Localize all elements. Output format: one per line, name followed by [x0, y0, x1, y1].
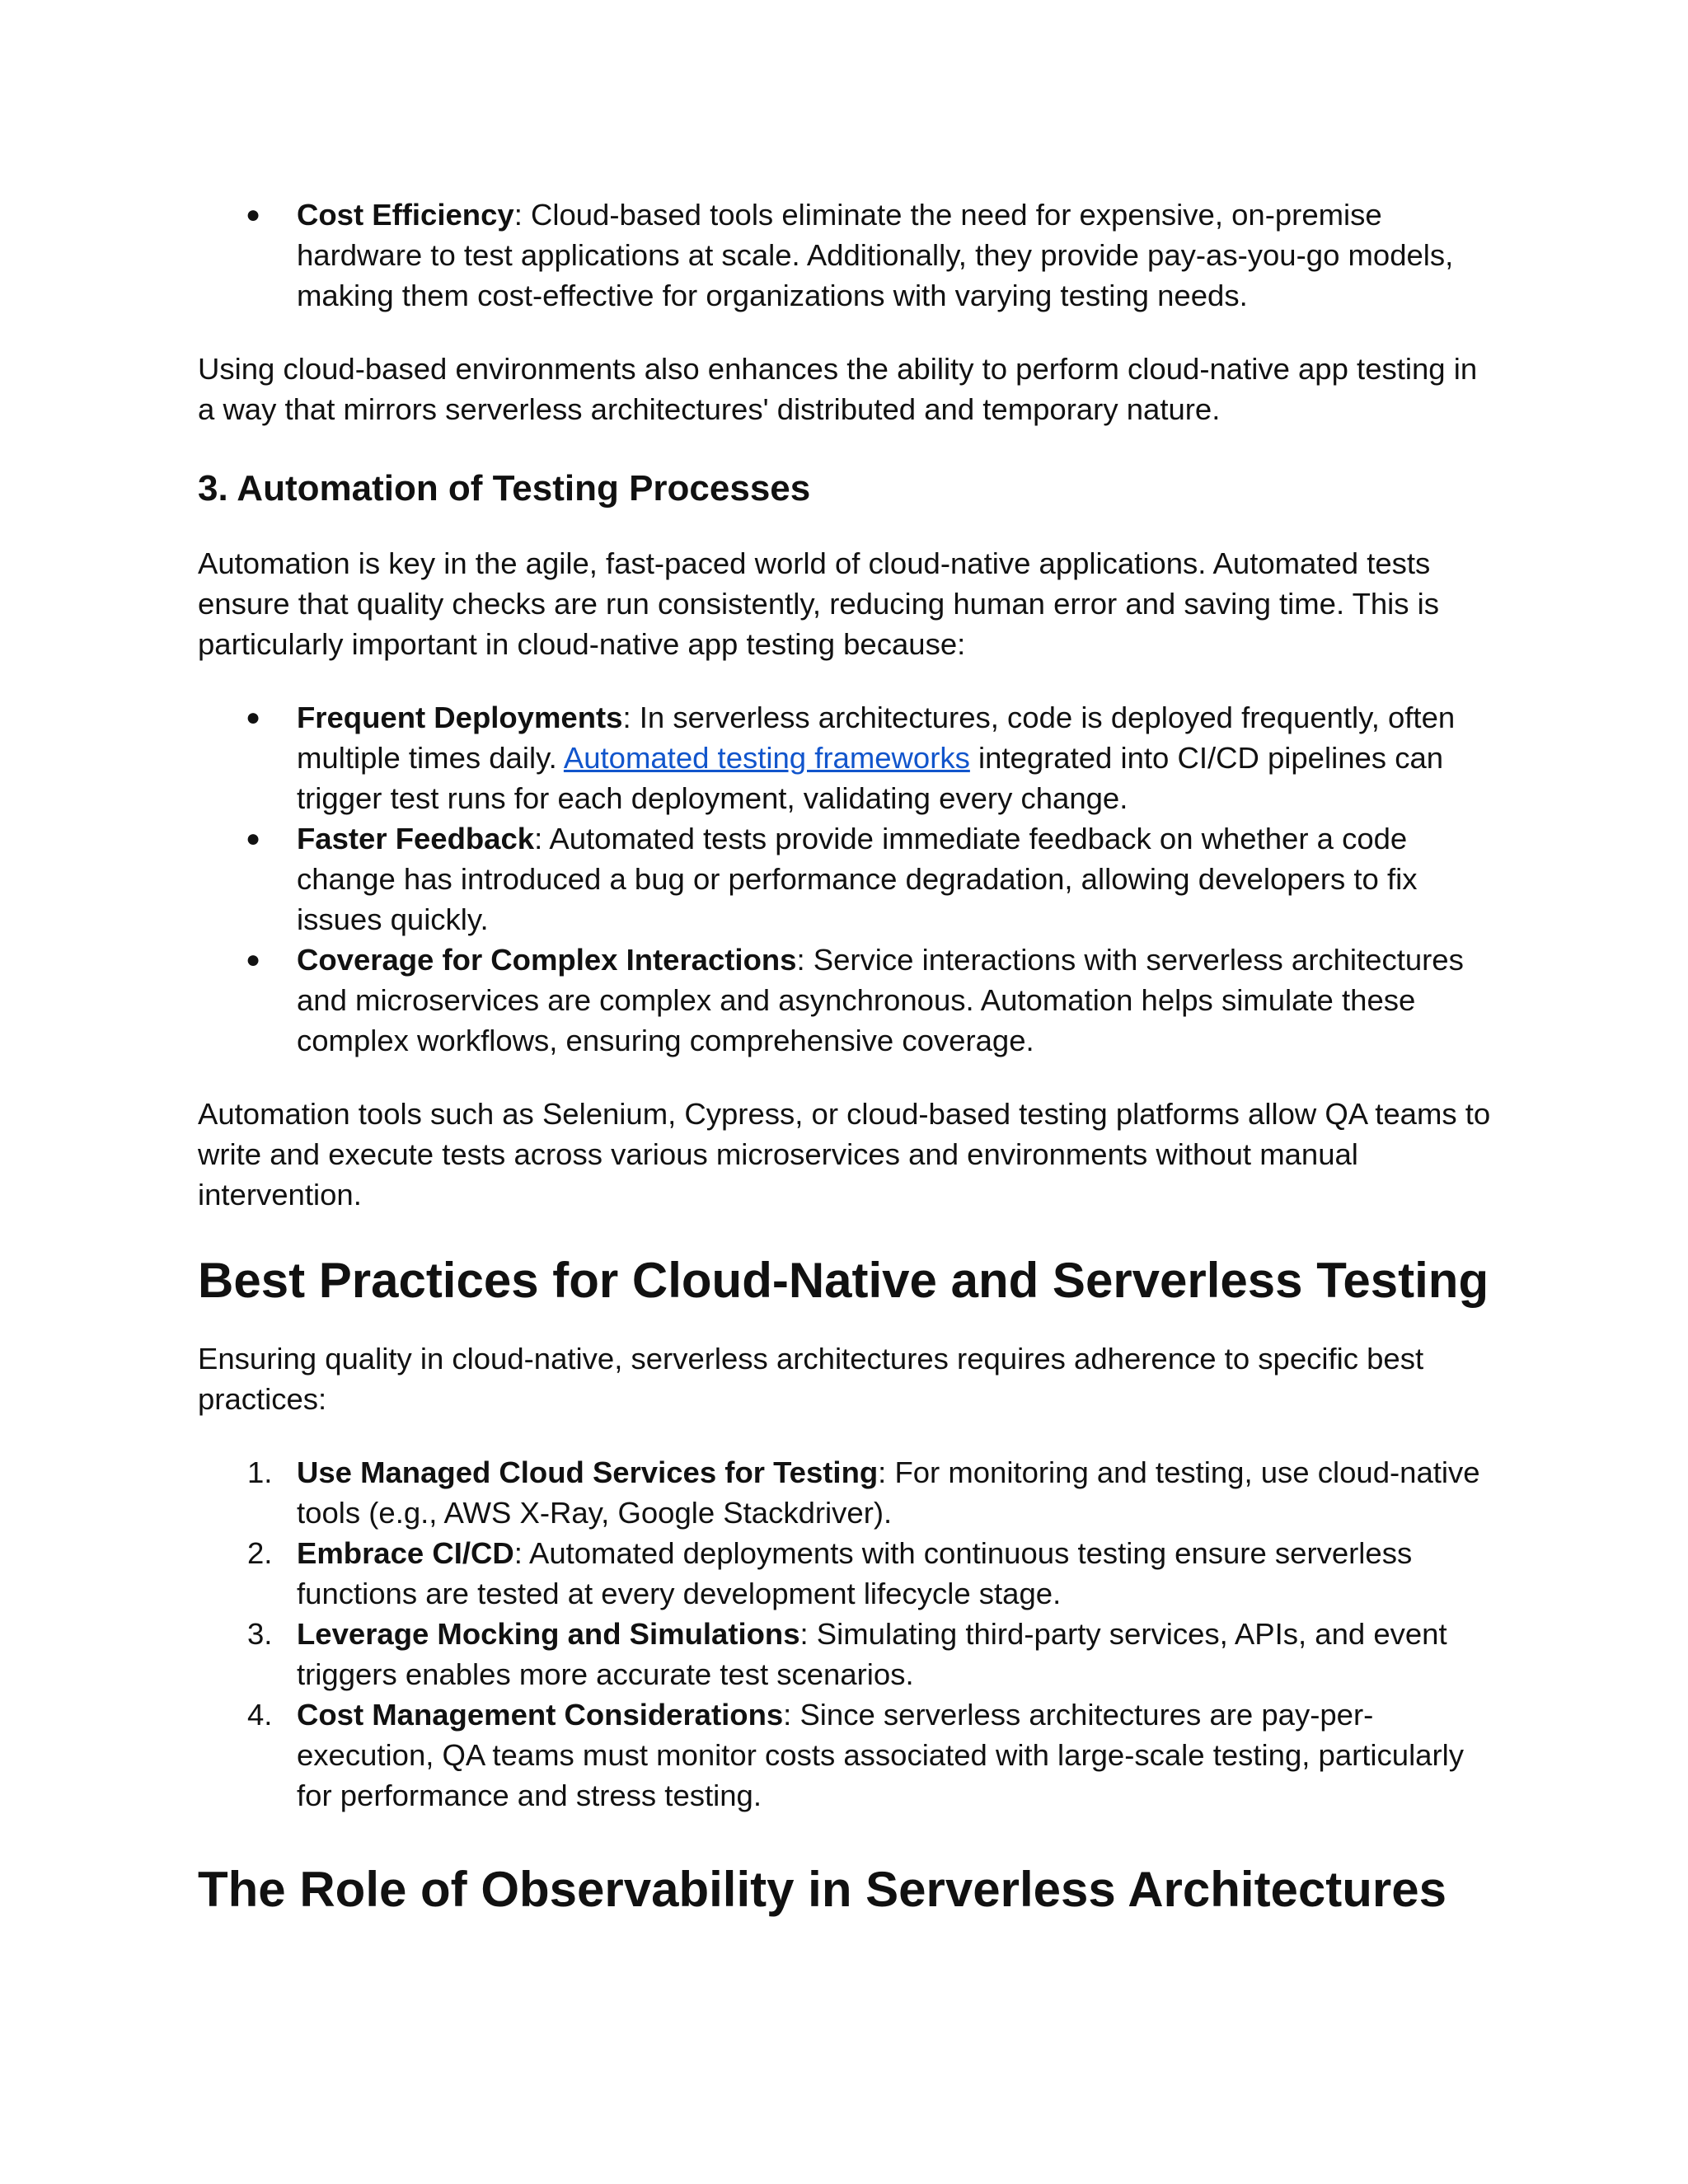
list-item-cost-efficiency	[198, 194, 1500, 316]
list-item-text: : Simulating third-party services, APIs, and event triggers enables more accurate test scenarios.	[297, 1617, 1447, 1691]
document-page	[198, 194, 1500, 1919]
list-number: 4.	[247, 1698, 273, 1732]
list-item-faster-feedback	[198, 818, 1500, 940]
cost-efficiency-list	[198, 194, 1500, 316]
list-item-frequent-deployments	[198, 697, 1500, 818]
list-item-title: Frequent Deployments	[297, 701, 623, 734]
list-item-mocking-simulations	[198, 1614, 1500, 1694]
list-item-title: Leverage Mocking and Simulations	[297, 1617, 800, 1651]
list-item-title: Cost Management Considerations	[297, 1698, 784, 1732]
paragraph-automation-tools: Automation tools such as Selenium, Cypress, or cloud-based testing platforms allow QA teams to write and execute tests across various microservices and environments without manual intervention.	[198, 1097, 1491, 1212]
list-item-text: : Service interactions with serverless architectures and microservices are complex and asynchronous. Automation helps simulate these complex workflows, ensuring comprehensive coverage.	[297, 943, 1464, 1057]
list-item-embrace-cicd	[198, 1533, 1500, 1614]
list-item-managed-cloud-services	[198, 1452, 1500, 1533]
heading-observability: The Role of Observability in Serverless Architectures	[198, 1862, 1447, 1917]
bullet-icon: ●	[246, 201, 261, 228]
heading-best-practices: Best Practices for Cloud-Native and Serverless Testing	[198, 1253, 1489, 1308]
list-item-title: Use Managed Cloud Services for Testing	[297, 1455, 879, 1489]
paragraph-cloud-environments: Using cloud-based environments also enhances the ability to perform cloud-native app testing in a way that mirrors serverless architectures' distributed and temporary nature.	[198, 352, 1478, 426]
bullet-icon: ●	[246, 825, 261, 852]
heading-automation: 3. Automation of Testing Processes	[198, 468, 811, 509]
list-item-title: Coverage for Complex Interactions	[297, 943, 797, 977]
list-item-text: : Since serverless architectures are pay-per-execution, QA teams must monitor costs associated with large-scale testing, particularly for performance and stress testing.	[297, 1698, 1464, 1812]
list-item-title: Cost Efficiency	[297, 198, 514, 232]
bullet-icon: ●	[246, 704, 261, 731]
list-item-text: integrated into CI/CD pipelines can trigger test runs for each deployment, validating every change.	[297, 741, 1444, 815]
bullet-icon: ●	[246, 946, 261, 973]
list-item-text: : Automated tests provide immediate feedback on whether a code change has introduced a bug or performance degradation, allowing developers to fix issues quickly.	[297, 822, 1418, 936]
best-practices-list	[198, 1452, 1500, 1816]
list-item-text: : For monitoring and testing, use cloud-native tools (e.g., AWS X-Ray, Google Stackdriver).	[297, 1455, 1480, 1530]
list-item-title: Embrace CI/CD	[297, 1536, 514, 1570]
list-number: 1.	[247, 1455, 273, 1489]
list-item-text: : Automated deployments with continuous testing ensure serverless functions are tested at every development lifecycle stage.	[297, 1536, 1413, 1610]
list-item-text: : Cloud-based tools eliminate the need for expensive, on-premise hardware to test applications at scale. Additionally, they provide pay-as-you-go models, making them cost-effective for organizations with varying testing needs.	[297, 198, 1454, 312]
list-item-cost-management	[198, 1694, 1500, 1816]
list-item-title: Faster Feedback	[297, 822, 535, 855]
list-number: 3.	[247, 1617, 273, 1651]
list-number: 2.	[247, 1536, 273, 1570]
list-item-complex-interactions	[198, 940, 1500, 1061]
automated-testing-frameworks-link[interactable]: Automated testing frameworks	[563, 741, 970, 775]
automation-benefits-list	[198, 697, 1500, 1061]
list-item-text: : In serverless architectures, code is deployed frequently, often multiple times daily.	[297, 701, 1456, 775]
paragraph-automation-intro: Automation is key in the agile, fast-paced world of cloud-native applications. Automated tests ensure that quality checks are run consistently, reducing human error and saving time. This is particularly important in cloud-native app testing because:	[198, 546, 1440, 661]
paragraph-best-practices-intro: Ensuring quality in cloud-native, serverless architectures requires adherence to specific best practices:	[198, 1342, 1424, 1416]
